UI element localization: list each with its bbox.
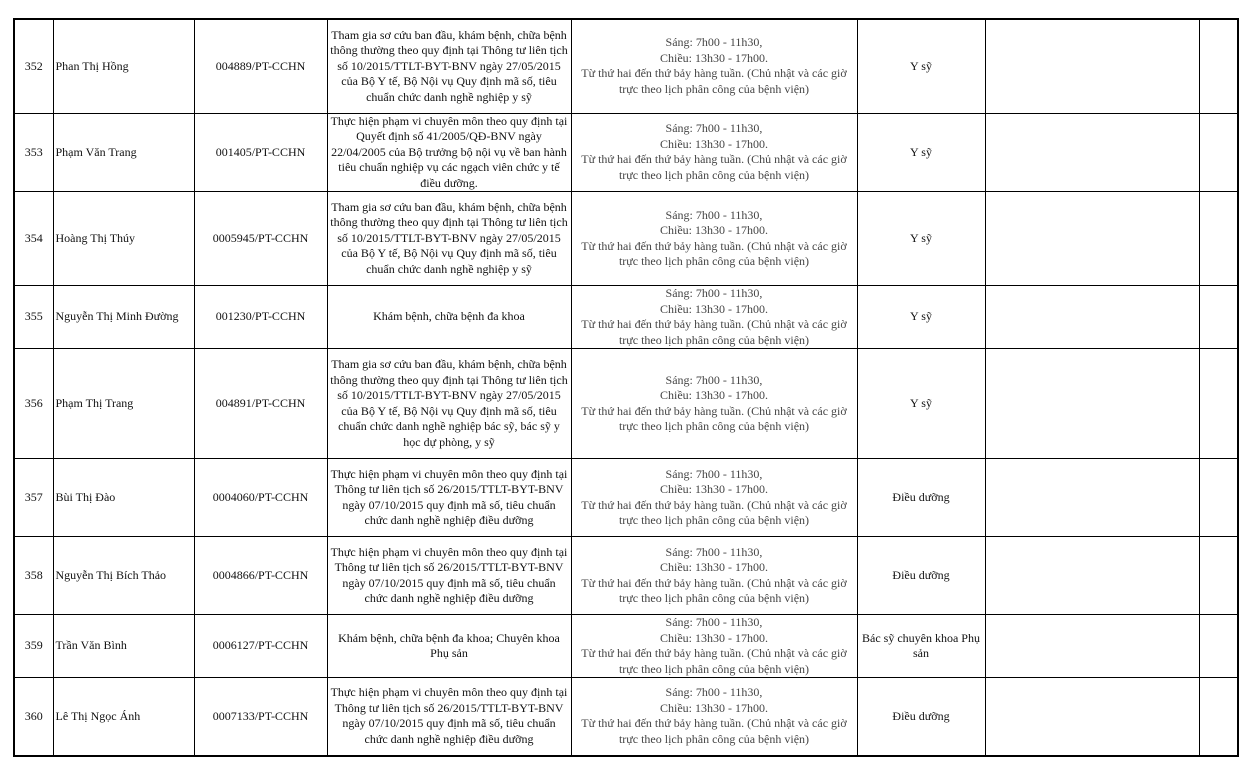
practice-scope: Thực hiện phạm vi chuyên môn theo quy định tại Thông tư liên tịch số 26/2015/TTLT-BYT-BNV ngày 07/10/2015 quy định mã số, tiêu chuẩn chức danh nghề nghiệp điều dưỡng xyxy=(327,537,571,615)
blank-cell xyxy=(985,615,1199,678)
blank-cell xyxy=(1199,349,1238,459)
working-hours xyxy=(571,19,857,113)
practice-scope: Khám bệnh, chữa bệnh đa khoa xyxy=(327,286,571,349)
practice-scope: Thực hiện phạm vi chuyên môn theo quy định tại Thông tư liên tịch số 26/2015/TTLT-BYT-BNV ngày 07/10/2015 quy định mã số, tiêu chuẩn chức danh nghề nghiệp điều dưỡng xyxy=(327,678,571,756)
working-hours-line: Chiều: 13h30 - 17h00. xyxy=(660,136,768,151)
job-title: Bác sỹ chuyên khoa Phụ sản xyxy=(857,615,985,678)
practice-scope: Khám bệnh, chữa bệnh đa khoa; Chuyên khoa Phụ sản xyxy=(327,615,571,678)
job-title: Điều dưỡng xyxy=(857,678,985,756)
working-hours-line: Sáng: 7h00 - 11h30, xyxy=(665,121,763,136)
certificate-number: 004889/PT-CCHN xyxy=(194,19,327,113)
working-hours-line: Từ thứ hai đến thứ bảy hàng tuần. (Chủ nhật và các giờ trực theo lịch phân công của bệnh viện) xyxy=(581,403,847,433)
working-hours-line: Chiều: 13h30 - 17h00. xyxy=(660,301,768,316)
blank-cell xyxy=(985,113,1199,192)
row-number: 355 xyxy=(14,286,53,349)
blank-cell xyxy=(985,19,1199,113)
practice-scope: Thực hiện phạm vi chuyên môn theo quy định tại Quyết định số 41/2005/QĐ-BNV ngày 22/04/2005 của Bộ trưởng bộ nội vụ về ban hành tiêu chuẩn nghiệp vụ các ngạch viên chức y tế điều dưỡng. xyxy=(327,113,571,192)
working-hours xyxy=(571,615,857,678)
staff-name: Phạm Văn Trang xyxy=(53,113,194,192)
working-hours xyxy=(571,349,857,459)
blank-cell xyxy=(1199,615,1238,678)
working-hours xyxy=(571,459,857,537)
working-hours-line: Sáng: 7h00 - 11h30, xyxy=(665,466,763,481)
blank-cell xyxy=(985,349,1199,459)
blank-cell xyxy=(1199,19,1238,113)
working-hours-line: Chiều: 13h30 - 17h00. xyxy=(660,388,768,402)
table-row xyxy=(14,286,1238,349)
row-number: 353 xyxy=(14,113,53,192)
row-number: 352 xyxy=(14,19,53,113)
certificate-number: 0004866/PT-CCHN xyxy=(194,537,327,615)
practice-scope: Tham gia sơ cứu ban đầu, khám bệnh, chữa bệnh thông thường theo quy định tại Thông tư liên tịch số 10/2015/TTLT-BYT-BNV ngày 27/05/2015 của Bộ Y tế, Bộ Nội vụ Quy định mã số, tiêu chuẩn chức danh nghề nghiệp bác sỹ, bác sỹ y học dự phòng, y sỹ xyxy=(327,349,571,459)
job-title: Điều dưỡng xyxy=(857,537,985,615)
working-hours-line: Từ thứ hai đến thứ bảy hàng tuần. (Chủ nhật và các giờ trực theo lịch phân công của bệnh viện) xyxy=(581,152,847,182)
row-number: 358 xyxy=(14,537,53,615)
staff-name: Trần Văn Bình xyxy=(53,615,194,678)
job-title: Y sỹ xyxy=(857,349,985,459)
table-row xyxy=(14,615,1238,678)
working-hours-line: Chiều: 13h30 - 17h00. xyxy=(660,223,768,237)
working-hours-line: Từ thứ hai đến thứ bảy hàng tuần. (Chủ nhật và các giờ trực theo lịch phân công của bệnh viện) xyxy=(581,575,847,605)
working-hours-line: Từ thứ hai đến thứ bảy hàng tuần. (Chủ nhật và các giờ trực theo lịch phân công của bệnh viện) xyxy=(581,66,847,96)
table-row xyxy=(14,678,1238,756)
working-hours xyxy=(571,537,857,615)
blank-cell xyxy=(1199,113,1238,192)
working-hours-line: Sáng: 7h00 - 11h30, xyxy=(665,35,763,50)
job-title: Y sỹ xyxy=(857,19,985,113)
table-row xyxy=(14,19,1238,113)
staff-name: Nguyễn Thị Bích Thảo xyxy=(53,537,194,615)
certificate-number: 0006127/PT-CCHN xyxy=(194,615,327,678)
working-hours-line: Sáng: 7h00 - 11h30, xyxy=(665,207,763,222)
working-hours-line: Sáng: 7h00 - 11h30, xyxy=(665,544,763,559)
staff-table xyxy=(13,18,1239,757)
blank-cell xyxy=(985,678,1199,756)
working-hours-line: Sáng: 7h00 - 11h30, xyxy=(665,372,763,387)
table-row xyxy=(14,459,1238,537)
blank-cell xyxy=(1199,678,1238,756)
certificate-number: 004891/PT-CCHN xyxy=(194,349,327,459)
staff-name: Phạm Thị Trang xyxy=(53,349,194,459)
row-number: 354 xyxy=(14,192,53,286)
blank-cell xyxy=(1199,459,1238,537)
row-number: 356 xyxy=(14,349,53,459)
row-number: 360 xyxy=(14,678,53,756)
working-hours xyxy=(571,113,857,192)
certificate-number: 0005945/PT-CCHN xyxy=(194,192,327,286)
working-hours-line: Chiều: 13h30 - 17h00. xyxy=(660,700,768,715)
blank-cell xyxy=(985,537,1199,615)
working-hours xyxy=(571,678,857,756)
working-hours-line: Từ thứ hai đến thứ bảy hàng tuần. (Chủ nhật và các giờ trực theo lịch phân công của bệnh viện) xyxy=(581,497,847,527)
working-hours-line: Từ thứ hai đến thứ bảy hàng tuần. (Chủ nhật và các giờ trực theo lịch phân công của bệnh viện) xyxy=(581,317,847,347)
practice-scope: Tham gia sơ cứu ban đầu, khám bệnh, chữa bệnh thông thường theo quy định tại Thông tư liên tịch số 10/2015/TTLT-BYT-BNV ngày 27/05/2015 của Bộ Y tế, Bộ Nội vụ Quy định mã số, tiêu chuẩn chức danh nghề nghiệp y sỹ xyxy=(327,192,571,286)
certificate-number: 0007133/PT-CCHN xyxy=(194,678,327,756)
working-hours-line: Chiều: 13h30 - 17h00. xyxy=(660,560,768,574)
practice-scope: Thực hiện phạm vi chuyên môn theo quy định tại Thông tư liên tịch số 26/2015/TTLT-BYT-BNV ngày 07/10/2015 quy định mã số, tiêu chuẩn chức danh nghề nghiệp điều dưỡng xyxy=(327,459,571,537)
certificate-number: 001230/PT-CCHN xyxy=(194,286,327,349)
table-row xyxy=(14,113,1238,192)
blank-cell xyxy=(1199,286,1238,349)
working-hours-line: Từ thứ hai đến thứ bảy hàng tuần. (Chủ nhật và các giờ trực theo lịch phân công của bệnh viện) xyxy=(581,646,847,676)
certificate-number: 0004060/PT-CCHN xyxy=(194,459,327,537)
table-row xyxy=(14,192,1238,286)
staff-name: Hoàng Thị Thúy xyxy=(53,192,194,286)
table-row xyxy=(14,537,1238,615)
job-title: Y sỹ xyxy=(857,113,985,192)
practice-scope: Tham gia sơ cứu ban đầu, khám bệnh, chữa bệnh thông thường theo quy định tại Thông tư liên tịch số 10/2015/TTLT-BYT-BNV ngày 27/05/2015 của Bộ Y tế, Bộ Nội vụ Quy định mã số, tiêu chuẩn chức danh nghề nghiệp y sỹ xyxy=(327,19,571,113)
job-title: Điều dưỡng xyxy=(857,459,985,537)
staff-name: Phan Thị Hồng xyxy=(53,19,194,113)
working-hours-line: Sáng: 7h00 - 11h30, xyxy=(665,685,763,700)
blank-cell xyxy=(985,192,1199,286)
working-hours-line: Từ thứ hai đến thứ bảy hàng tuần. (Chủ nhật và các giờ trực theo lịch phân công của bệnh viện) xyxy=(581,716,847,746)
staff-name: Nguyễn Thị Minh Đường xyxy=(53,286,194,349)
table-row xyxy=(14,349,1238,459)
row-number: 357 xyxy=(14,459,53,537)
working-hours-line: Sáng: 7h00 - 11h30, xyxy=(665,286,763,300)
staff-name: Lê Thị Ngọc Ánh xyxy=(53,678,194,756)
working-hours-line: Chiều: 13h30 - 17h00. xyxy=(660,482,768,496)
working-hours-line: Chiều: 13h30 - 17h00. xyxy=(660,630,768,645)
blank-cell xyxy=(1199,192,1238,286)
working-hours xyxy=(571,192,857,286)
working-hours-line: Chiều: 13h30 - 17h00. xyxy=(660,50,768,65)
working-hours-line: Từ thứ hai đến thứ bảy hàng tuần. (Chủ nhật và các giờ trực theo lịch phân công của bệnh viện) xyxy=(581,238,847,268)
blank-cell xyxy=(985,459,1199,537)
blank-cell xyxy=(1199,537,1238,615)
staff-name: Bùi Thị Đào xyxy=(53,459,194,537)
certificate-number: 001405/PT-CCHN xyxy=(194,113,327,192)
row-number: 359 xyxy=(14,615,53,678)
blank-cell xyxy=(985,286,1199,349)
job-title: Y sỹ xyxy=(857,192,985,286)
working-hours-line: Sáng: 7h00 - 11h30, xyxy=(665,615,763,629)
working-hours xyxy=(571,286,857,349)
job-title: Y sỹ xyxy=(857,286,985,349)
